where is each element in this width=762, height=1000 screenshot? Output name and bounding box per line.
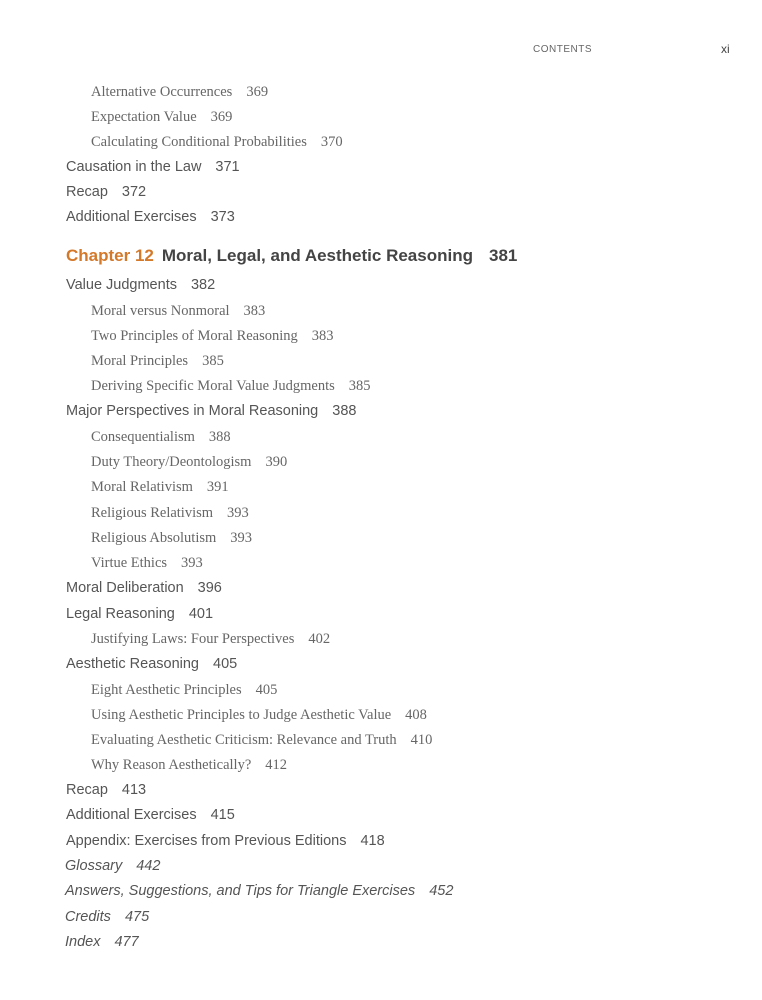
toc-entry[interactable] [66, 160, 240, 175]
chapter-page: 381 [488, 246, 518, 265]
toc-entry-page: 413 [121, 782, 147, 798]
toc-entry-page: 388 [208, 429, 231, 445]
toc-entry-page: 373 [210, 209, 235, 225]
toc-entry-page: 382 [190, 277, 216, 293]
toc-entry-title: Virtue Ethics [91, 555, 168, 571]
toc-entry[interactable] [91, 480, 229, 495]
toc-entry[interactable] [66, 210, 235, 225]
toc-entry-title: Why Reason Aesthetically? [91, 757, 252, 773]
chapter-heading[interactable] [66, 247, 517, 264]
toc-entry[interactable] [91, 354, 224, 369]
toc-entry-title: Duty Theory/Deontologism [91, 454, 252, 470]
toc-entry-title: Religious Relativism [91, 505, 214, 521]
toc-entry[interactable] [65, 910, 149, 925]
toc-entry-title: Moral Relativism [91, 479, 193, 495]
toc-entry-page: 370 [320, 134, 343, 150]
toc-entry[interactable] [91, 455, 287, 470]
toc-entry[interactable] [91, 556, 203, 571]
toc-entry-title: Glossary [65, 858, 123, 874]
toc-entry[interactable] [91, 708, 427, 723]
toc-entry-title: Additional Exercises [66, 209, 197, 225]
chapter-title: Moral, Legal, and Aesthetic Reasoning [161, 246, 473, 265]
toc-entry-page: 383 [311, 328, 334, 344]
toc-entry-title: Two Principles of Moral Reasoning [91, 328, 298, 344]
toc-entry-page: 442 [136, 858, 161, 874]
toc-entry-page: 452 [429, 883, 454, 899]
toc-entry-page: 405 [213, 656, 238, 672]
toc-entry[interactable] [91, 506, 249, 521]
toc-entry[interactable] [65, 859, 160, 874]
toc-entry-title: Answers, Suggestions, and Tips for Triangle Exercises [65, 883, 416, 899]
toc-entry[interactable] [65, 884, 453, 899]
toc-entry-page: 410 [410, 732, 433, 748]
toc-entry-page: 396 [197, 580, 222, 596]
toc-entry[interactable] [91, 135, 343, 150]
toc-entry-title: Aesthetic Reasoning [66, 656, 199, 672]
toc-entry[interactable] [66, 185, 146, 200]
toc-entry-page: 393 [230, 530, 253, 546]
toc-entry[interactable] [91, 758, 287, 773]
toc-entry-page: 385 [202, 353, 224, 369]
toc-entry-page: 412 [265, 757, 288, 773]
toc-entry-title: Religious Absolutism [91, 530, 217, 546]
toc-entry[interactable] [65, 935, 139, 950]
toc-entry-title: Moral Principles [91, 353, 189, 369]
toc-entry-title: Value Judgments [66, 277, 177, 293]
toc-entry-title: Major Perspectives in Moral Reasoning [66, 403, 319, 419]
toc-entry[interactable] [91, 683, 277, 698]
toc-entry[interactable] [66, 404, 356, 419]
toc-entry-page: 369 [210, 109, 233, 125]
toc-entry-title: Eight Aesthetic Principles [91, 682, 242, 698]
toc-entry-page: 393 [181, 555, 203, 571]
toc-entry[interactable] [66, 607, 213, 622]
toc-entry[interactable] [66, 581, 222, 596]
toc-entry[interactable] [66, 808, 235, 823]
toc-entry[interactable] [66, 834, 385, 849]
header-page-number: xi [721, 42, 730, 56]
chapter-number: Chapter 12 [66, 246, 154, 265]
toc-entry-title: Alternative Occurrences [91, 84, 233, 100]
toc-entry-title: Deriving Specific Moral Value Judgments [91, 378, 335, 394]
toc-entry-page: 391 [206, 479, 229, 495]
toc-entry-title: Justifying Laws: Four Perspectives [91, 631, 295, 647]
toc-entry[interactable] [91, 85, 268, 100]
toc-entry[interactable] [91, 632, 330, 647]
toc-entry[interactable] [91, 304, 265, 319]
toc-entry[interactable] [91, 733, 432, 748]
toc-entry-page: 393 [227, 505, 249, 521]
toc-entry-page: 383 [243, 303, 266, 319]
toc-entry-page: 401 [188, 606, 214, 622]
toc-entry-page: 418 [360, 833, 385, 849]
header-section-label: CONTENTS [533, 44, 592, 55]
toc-entry-page: 477 [114, 934, 139, 950]
toc-entry[interactable] [91, 329, 334, 344]
toc-entry-title: Causation in the Law [66, 159, 202, 175]
toc-entry[interactable] [91, 110, 232, 125]
toc-entry-page: 408 [405, 707, 427, 723]
toc-entry-page: 405 [255, 682, 278, 698]
toc-entry-page: 369 [246, 84, 269, 100]
toc-entry-title: Moral Deliberation [66, 580, 184, 596]
toc-entry-page: 402 [308, 631, 331, 647]
toc-entry-title: Evaluating Aesthetic Criticism: Relevance and Truth [91, 732, 397, 748]
toc-entry-page: 385 [348, 378, 371, 394]
toc-entry-page: 415 [210, 807, 235, 823]
toc-entry[interactable] [66, 783, 146, 798]
toc-entry-page: 475 [124, 909, 150, 925]
toc-entry[interactable] [91, 379, 371, 394]
toc-entry[interactable] [66, 657, 237, 672]
toc-entry-title: Using Aesthetic Principles to Judge Aesthetic Value [91, 707, 392, 723]
toc-entry-title: Legal Reasoning [66, 606, 175, 622]
toc-entry[interactable] [66, 278, 215, 293]
toc-entry-title: Appendix: Exercises from Previous Editions [66, 833, 347, 849]
toc-entry-page: 388 [332, 403, 357, 419]
toc-entry-title: Recap [66, 184, 108, 200]
toc-entry[interactable] [91, 531, 252, 546]
toc-entry-title: Recap [66, 782, 108, 798]
toc-entry-title: Consequentialism [91, 429, 195, 445]
toc-entry-page: 371 [215, 159, 240, 175]
toc-entry-title: Calculating Conditional Probabilities [91, 134, 307, 150]
toc-entry-title: Expectation Value [91, 109, 197, 125]
toc-entry-page: 390 [265, 454, 288, 470]
toc-entry-title: Moral versus Nonmoral [91, 303, 230, 319]
toc-entry-title: Credits [65, 909, 111, 925]
toc-entry-title: Index [65, 934, 101, 950]
toc-entry[interactable] [91, 430, 231, 445]
toc-entry-title: Additional Exercises [66, 807, 197, 823]
toc-entry-page: 372 [121, 184, 147, 200]
